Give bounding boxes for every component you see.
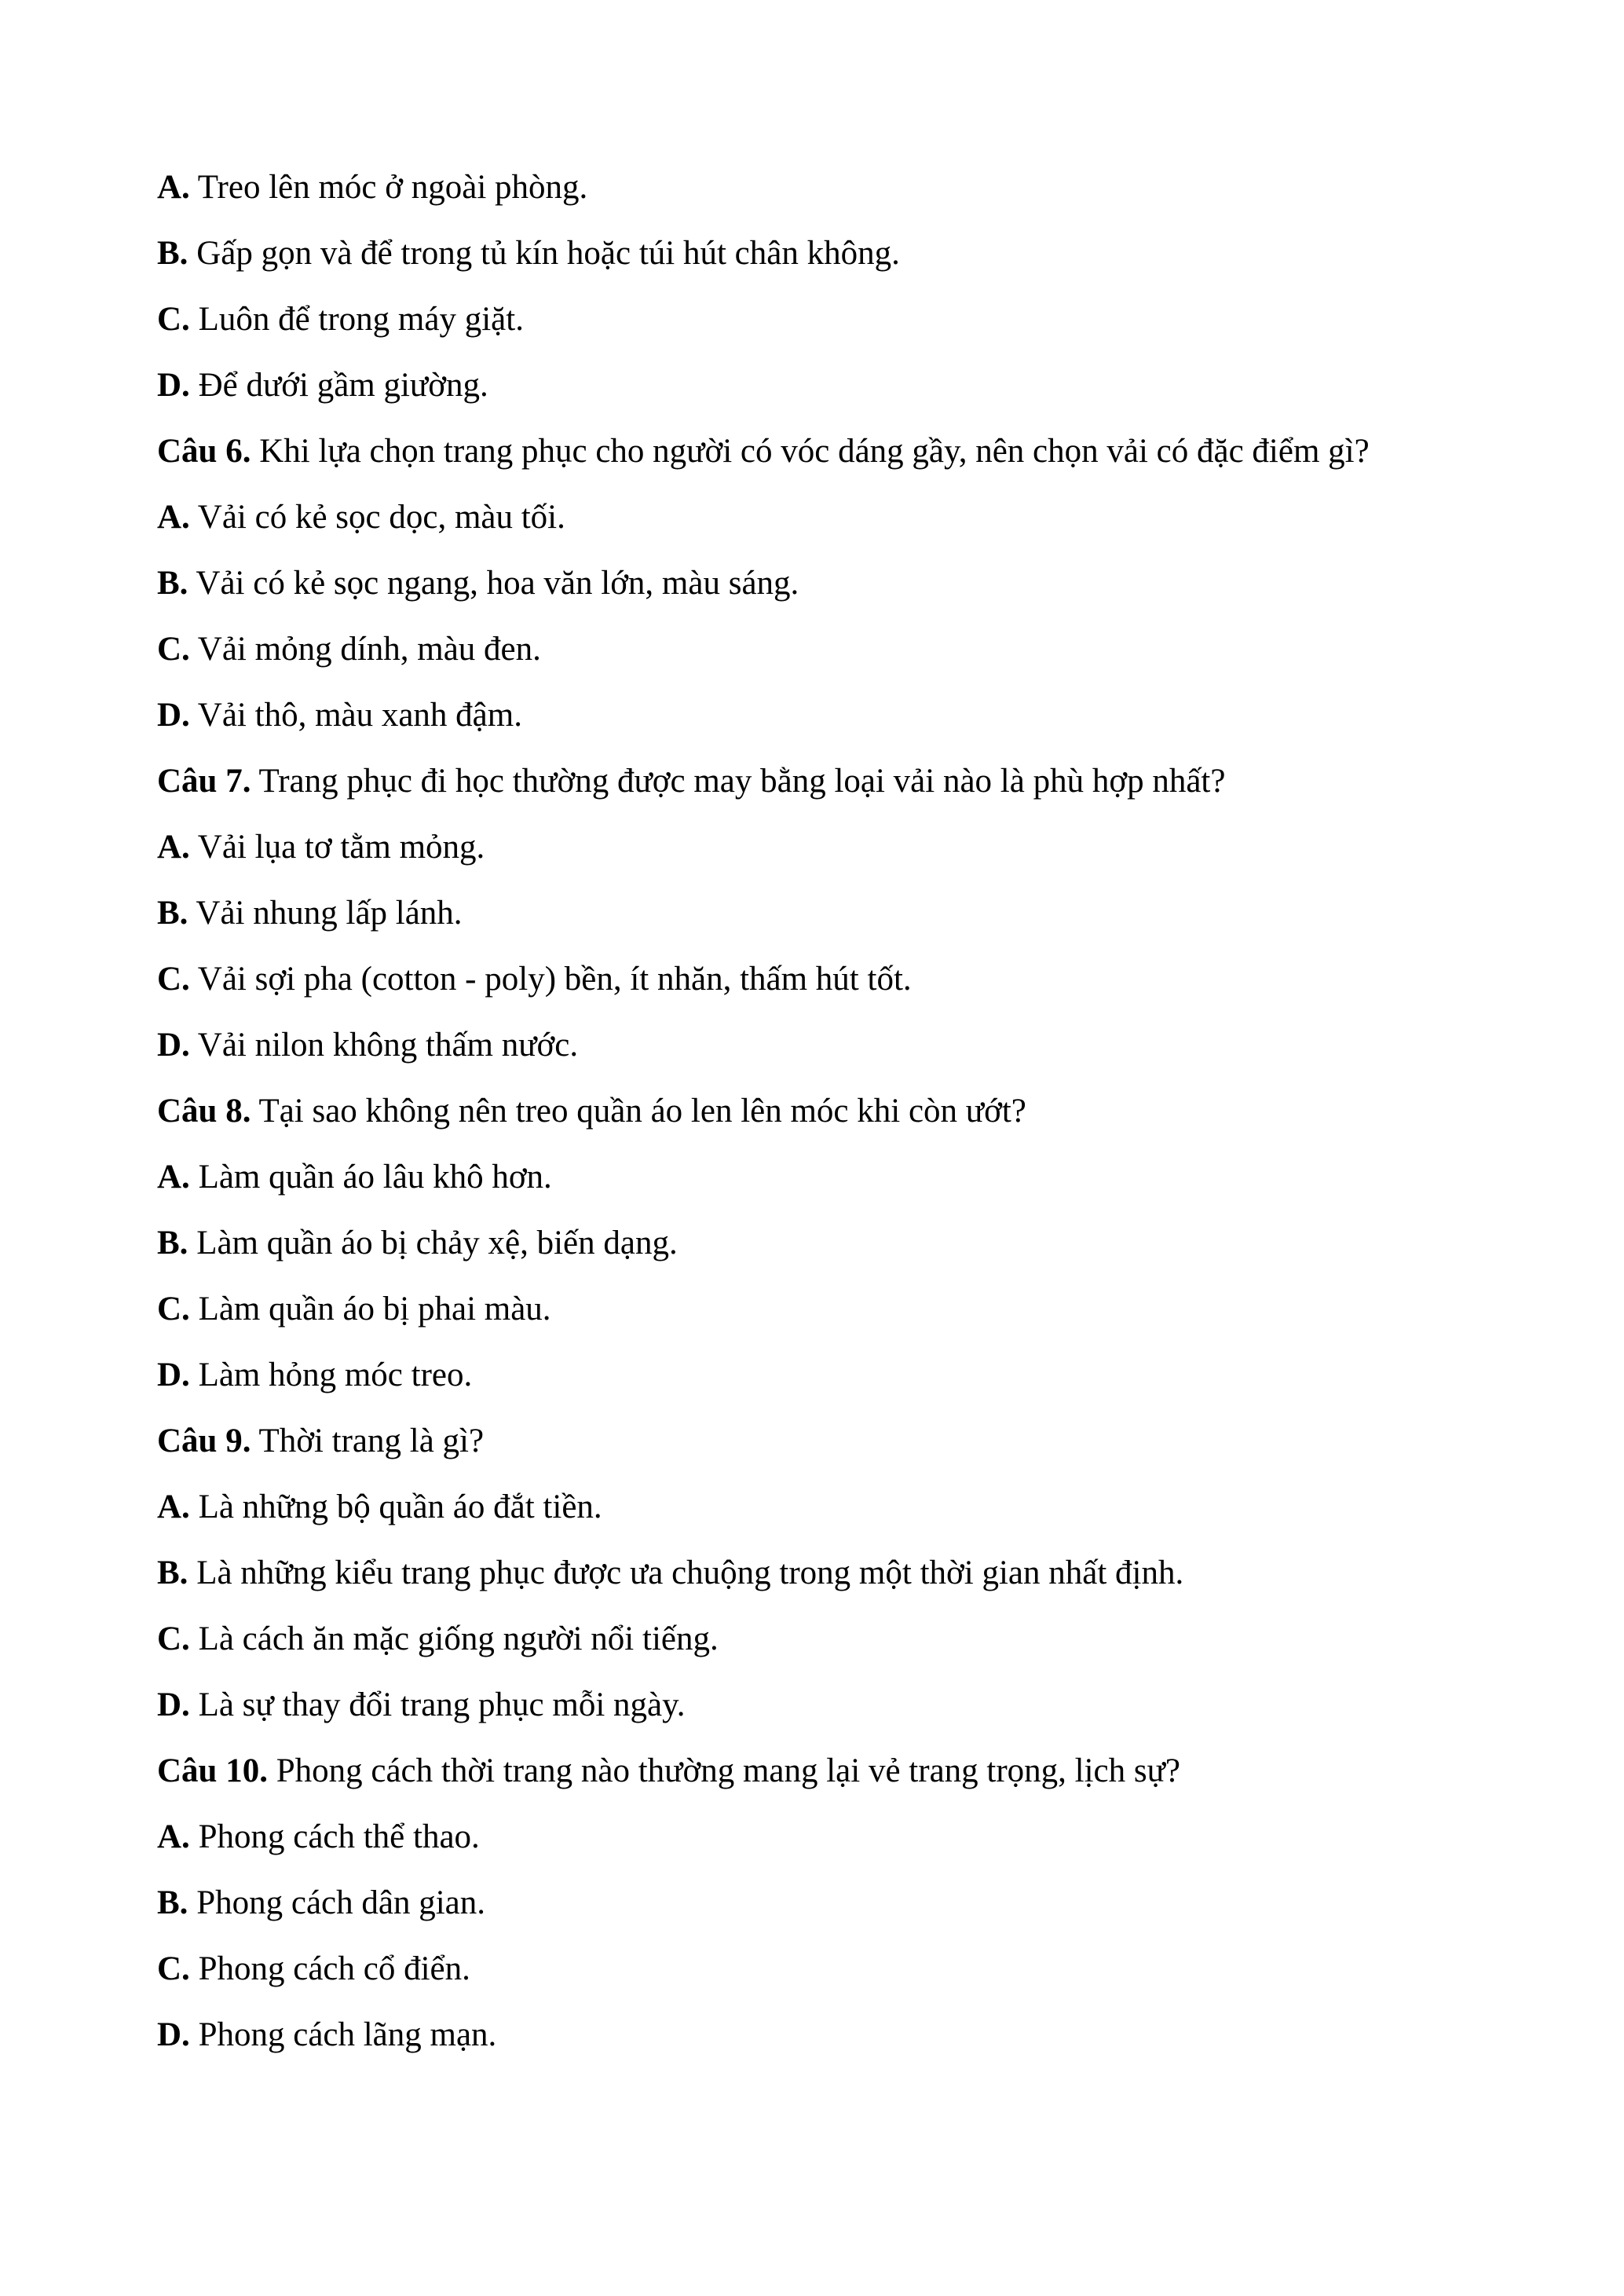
option-a: A. Phong cách thể thao. (157, 1818, 480, 1855)
option-d: D. Là sự thay đổi trang phục mỗi ngày. (157, 1686, 686, 1723)
option-c: C. Làm quần áo bị phai màu. (157, 1291, 551, 1327)
question-6: Câu 6. Khi lựa chọn trang phục cho người có vóc dáng gầy, nên chọn vải có đặc điểm gì? (157, 433, 1370, 470)
option-d: D. Làm hỏng móc treo. (157, 1357, 473, 1393)
option-b: B. Gấp gọn và để trong tủ kín hoặc túi hút chân không. (157, 235, 900, 272)
option-a: A. Vải có kẻ sọc dọc, màu tối. (157, 499, 565, 536)
option-c: C. Vải mỏng dính, màu đen. (157, 631, 541, 668)
option-b: B. Phong cách dân gian. (157, 1884, 485, 1921)
option-b: B. Vải có kẻ sọc ngang, hoa văn lớn, màu sáng. (157, 565, 799, 602)
option-d: D. Phong cách lãng mạn. (157, 2016, 497, 2053)
question-9: Câu 9. Thời trang là gì? (157, 1423, 485, 1459)
option-a: A. Treo lên móc ở ngoài phòng. (157, 169, 588, 206)
option-c: C. Là cách ăn mặc giống người nổi tiếng. (157, 1620, 719, 1657)
option-c: C. Phong cách cổ điển. (157, 1950, 470, 1987)
option-a: A. Là những bộ quần áo đắt tiền. (157, 1489, 602, 1525)
question-7: Câu 7. Trang phục đi học thường được may bằng loại vải nào là phù hợp nhất? (157, 763, 1226, 800)
option-a: A. Làm quần áo lâu khô hơn. (157, 1159, 552, 1196)
option-d: D. Vải nilon không thấm nước. (157, 1027, 579, 1064)
option-b: B. Là những kiểu trang phục được ưa chuộng trong một thời gian nhất định. (157, 1554, 1184, 1591)
question-10: Câu 10. Phong cách thời trang nào thường mang lại vẻ trang trọng, lịch sự? (157, 1752, 1181, 1789)
option-b: B. Làm quần áo bị chảy xệ, biến dạng. (157, 1225, 678, 1262)
option-a: A. Vải lụa tơ tằm mỏng. (157, 829, 485, 866)
option-b: B. Vải nhung lấp lánh. (157, 895, 463, 932)
option-c: C. Luôn để trong máy giặt. (157, 301, 524, 338)
document-page (157, 155, 1472, 2068)
option-c: C. Vải sợi pha (cotton - poly) bền, ít nhăn, thấm hút tốt. (157, 961, 912, 998)
option-d: D. Vải thô, màu xanh đậm. (157, 697, 522, 734)
option-d: D. Để dưới gầm giường. (157, 367, 488, 404)
question-8: Câu 8. Tại sao không nên treo quần áo len lên móc khi còn ướt? (157, 1093, 1026, 1130)
